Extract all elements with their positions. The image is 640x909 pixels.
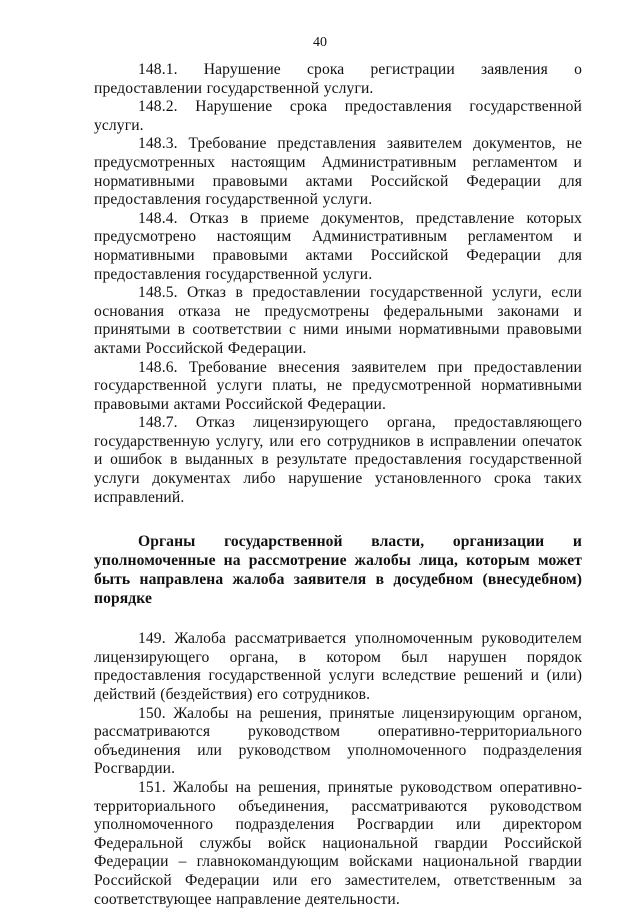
paragraph-148-5: 148.5. Отказ в предоставлении государственной услуги, если основания отказа не предусмотрены федеральными законами и принятыми в соответствии с ними иными нормативными правовыми актами Российской Федерации.	[94, 284, 582, 357]
section-heading: Органы государственной власти, организации и уполномоченные на рассмотрение жалобы лица, которым может быть направлена жалоба заявителя в досудебном (внесудебном) порядке	[94, 533, 582, 608]
paragraph-150: 150. Жалобы на решения, принятые лицензирующим органом, рассматриваются руководством оперативно-территориального объединения или руководством уполномоченного подразделения Росгвардии.	[94, 704, 582, 778]
paragraph-149: 149. Жалоба рассматривается уполномоченным руководителем лицензирующего органа, в котором был нарушен порядок предоставления государственной услуги вследствие решений и (или) действий (бездействия) его сотрудников.	[94, 630, 582, 704]
paragraph-148-3: 148.3. Требование представления заявителем документов, не предусмотренных настоящим Административным регламентом и нормативными правовыми актами Российской Федерации для предоставления государственной услуги.	[94, 135, 582, 209]
paragraph-148-4: 148.4. Отказ в приеме документов, представление которых предусмотрено настоящим Административным регламентом и нормативными правовыми актами Российской Федерации для предоставления государственной услуги.	[94, 209, 582, 283]
paragraph-148-2: 148.2. Нарушение срока предоставления государственной услуги.	[94, 98, 582, 134]
document-body	[94, 61, 582, 909]
paragraph-151: 151. Жалобы на решения, принятые руководством оперативно-территориального объединения, рассматриваются руководством уполномоченного подразделения Росгвардии или директором Федеральной службы войск национальной гвардии Российской Федерации – главнокомандующим войсками национальной гвардии Российской Федерации или его заместителем, ответственным за соответствующее направление деятельности.	[94, 779, 582, 908]
paragraph-148-6: 148.6. Требование внесения заявителем при предоставлении государственной услуги платы, не предусмотренной нормативными правовыми актами Российской Федерации.	[94, 358, 582, 413]
paragraph-148-7: 148.7. Отказ лицензирующего органа, предоставляющего государственную услугу, или его сотрудников в исправлении опечаток и ошибок в выданных в результате предоставления государственной услуги документах либо нарушение установленного срока таких исправлений.	[94, 414, 582, 506]
paragraph-148-1: 148.1. Нарушение срока регистрации заявления о предоставлении государственной услуги.	[94, 61, 582, 97]
page-number: 40	[313, 35, 327, 50]
